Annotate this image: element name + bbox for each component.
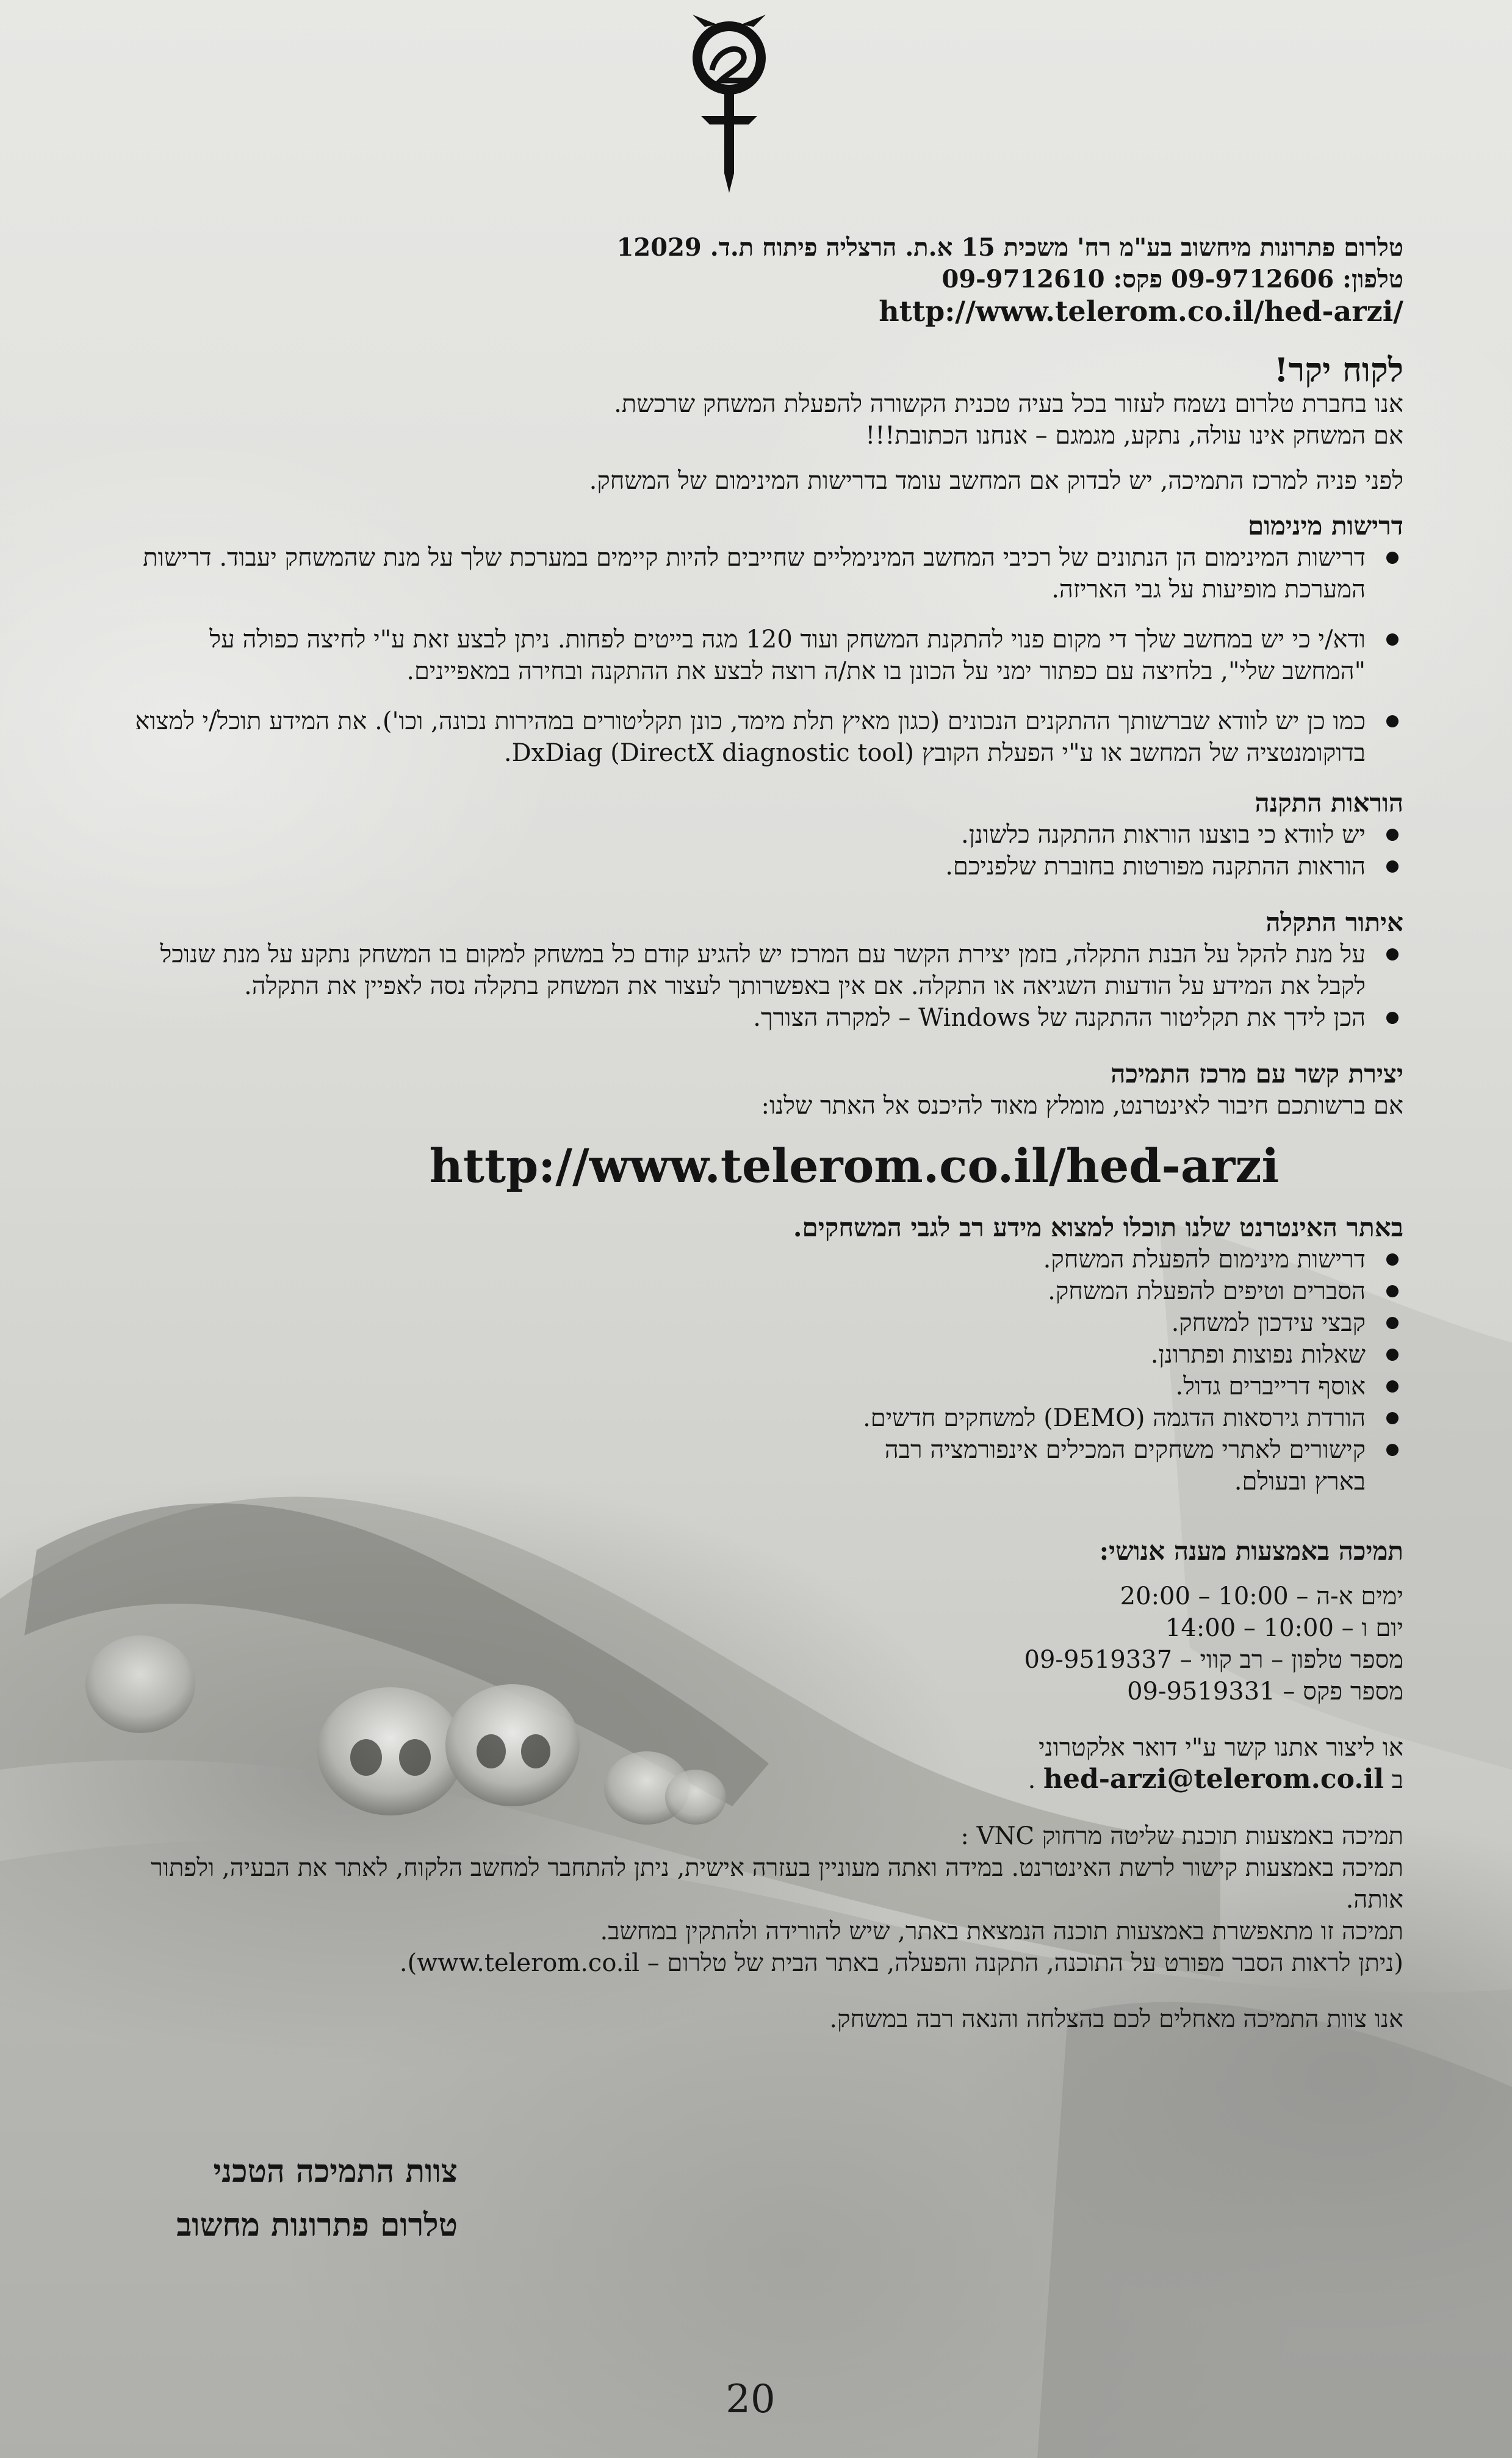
fault-list (122, 939, 1403, 1034)
check-requirements-note: לפני פניה למרכז התמיכה, יש לבדוק אם המחשב עומד בדרישות המינימום של המשחק. (589, 467, 1403, 495)
bullet-icon (1386, 633, 1399, 646)
support-website-link[interactable]: http://www.telerom.co.il/hed-arzi (429, 1139, 1280, 1193)
list-item (122, 1275, 1403, 1307)
company-url-link[interactable]: http://www.telerom.co.il/hed-arzi/ (879, 295, 1403, 328)
list-item-text: יש לוודא כי בוצעו הוראות ההתקנה כלשונן. (961, 821, 1366, 849)
requirements-heading: דרישות מינימום (1248, 511, 1403, 541)
vnc-line-2: תמיכה באמצעות קישור לרשת האינטרנט. במידה ואתה מעוניין בעזרה אישית, ניתן להתחבר למחשב הלקוח, לאתר את הבעיה, ולפתור אותה. (151, 1854, 1403, 1914)
company-address: טלרום פתרונות מיחשוב בע"מ רח' משכית 15 א.ת. הרצליה פיתוח ת.ד. 12029 (616, 233, 1403, 262)
support-phone: מספר טלפון – רב קווי – 09-9519337 (1024, 1646, 1403, 1674)
bullet-icon (1386, 1444, 1399, 1456)
list-item (122, 1002, 1403, 1034)
vnc-line-1: תמיכה באמצעות תוכנת שליטה מרחוק VNC : (960, 1822, 1403, 1850)
list-item (122, 624, 1403, 687)
list-item (122, 939, 1403, 1002)
vnc-support-block (122, 1820, 1403, 1979)
list-item (122, 1371, 1403, 1402)
bullet-icon (1386, 715, 1399, 727)
list-item-text: הורדת גירסאות הדגמה (DEMO) למשחקים חדשים. (863, 1404, 1366, 1432)
list-item (865, 1434, 1403, 1498)
bullet-icon (1386, 948, 1399, 960)
website-info-heading: באתר האינטרנט שלנו תוכלו למצוא מידע רב לגבי המשחקים. (793, 1213, 1403, 1242)
vnc-line-4: (ניתן לראות הסבר מפורט על התוכנה, התקנה והפעלה, באתר הבית של טלרום – www.telerom.co.il). (399, 1949, 1403, 1977)
email-period: . (1028, 1766, 1036, 1794)
list-item-text: דרישות מינימום להפעלת המשחק. (1043, 1245, 1366, 1274)
install-heading: הוראות התקנה (1255, 788, 1403, 818)
list-item-text: ודא/י כי יש במחשב שלך די מקום פנוי להתקנת המשחק ועוד 120 מגה בייטים לפחות. ניתן לבצע זאת ע"י לחיצה כפולה על "המחשב שלי", בלחיצה עם כפתור ימני על הכונן בו את/ה רוצה לבצע את ההתקנה ובחירה במאפיינים. (209, 625, 1366, 685)
email-contact-line (122, 1764, 1403, 1796)
list-item-text: דרישות המינימום הן הנתונים של רכיבי המחשב המינימליים שחייבים להיות קיימים במערכת שלך על מנת שהמשחק יעבוד. דרישות המערכת מופיעות על גבי האריזה. (143, 544, 1366, 604)
list-item-text: הכן לידך את תקליטור ההתקנה של Windows – למקרה הצורך. (753, 1004, 1366, 1032)
list-item-text: הסברים וטיפים להפעלת המשחק. (1048, 1277, 1366, 1305)
support-fax: מספר פקס – 09-9519331 (1127, 1678, 1403, 1706)
closing-wishes: אנו צוות התמיכה מאחלים לכם בהצלחה והנאה רבה במשחק. (829, 2005, 1403, 2033)
list-item (122, 851, 1403, 882)
list-item (122, 1244, 1403, 1275)
list-item-text: על מנת להקל על הבנת התקלה, בזמן יצירת הקשר עם המרכז יש להגיע קודם כל במשחק למקום בו המשחק נתקע על מנת שנוכל לקבל את המידע על הודעות השגיאה או התקלה. אם אין באפשרותך לעצור את המשחק בתקלה נסה לאפיין את התקלה. (160, 940, 1366, 1000)
list-item (122, 819, 1403, 851)
bullet-icon (1386, 1253, 1399, 1266)
list-item-text: כמו כן יש לוודא שברשותך ההתקנים הנכונים (כגון מאיץ תלת מימד, כונן תקליטורים במהירות נכונה, וכו'). את המידע תוכל/י למצוא בדוקומנטציה של המחשב או ע"י הפעלת הקובץ DxDiag (DirectX diagnostic tool). (135, 707, 1366, 767)
support-page-content (122, 232, 1403, 2035)
list-item (122, 1307, 1403, 1339)
bullet-icon (1386, 829, 1399, 841)
bullet-icon (1386, 860, 1399, 873)
support-contact-text: אם ברשותכם חיבור לאינטרנט, מומלץ מאוד להיכנס אל האתר שלנו: (761, 1092, 1403, 1120)
bullet-icon (1386, 1285, 1399, 1297)
company-contact-block (122, 232, 1403, 327)
bullet-icon (1386, 1412, 1399, 1424)
list-item-text: קבצי עידכון למשחק. (1171, 1309, 1366, 1337)
email-contact-text: או ליצור אתנו קשר ע"י דואר אלקטרוני (1039, 1734, 1403, 1762)
greeting-title: לקוח יקר! (1273, 350, 1403, 389)
vnc-line-3: תמיכה זו מתאפשרת באמצעות תוכנה הנמצאת באתר, שיש להורידה ולהתקין במחשב. (600, 1917, 1403, 1945)
human-support-heading: תמיכה באמצעות מענה אנושי: (1099, 1536, 1403, 1566)
bullet-icon (1386, 1012, 1399, 1024)
bullet-icon (1386, 1380, 1399, 1393)
website-info-list (122, 1244, 1403, 1498)
hours-weekdays: ימים א-ה – 10:00 – 20:00 (1120, 1582, 1403, 1610)
bullet-icon (1386, 552, 1399, 564)
list-item (122, 1339, 1403, 1371)
list-item (122, 705, 1403, 769)
hours-friday: יום ו – 10:00 – 14:00 (1165, 1614, 1403, 1642)
greeting-line-2: אם המשחק אינו עולה, נתקע, מגמגם – אנחנו הכתובת!!! (865, 422, 1403, 450)
install-list (122, 819, 1403, 882)
list-item (122, 1402, 1403, 1434)
company-phones: טלפון: 09-9712606 פקס: 09-9712610 (941, 265, 1403, 294)
bullet-icon (1386, 1317, 1399, 1329)
signature-team: צוות התמיכה הטכני (213, 2153, 458, 2190)
signature-company: טלרום פתרונות מחשוב (176, 2207, 458, 2244)
fault-heading: איתור התקלה (1265, 907, 1403, 937)
bullet-icon (1386, 1349, 1399, 1361)
vampire-ankh-logo-icon (680, 12, 778, 195)
list-item-text: הוראות ההתקנה מפורטות בחוברת שלפניכם. (945, 852, 1366, 881)
support-hours (122, 1580, 1403, 1707)
list-item (122, 542, 1403, 605)
support-email-link[interactable]: hed-arzi@telerom.co.il (1043, 1764, 1384, 1795)
signature-block (92, 2145, 458, 2252)
greeting-line-1: אנו בחברת טלרום נשמח לעזור בכל בעיה טכנית הקשורה להפעלת המשחק שרכשת. (614, 390, 1403, 418)
list-item-text: קישורים לאתרי משחקים המכילים אינפורמציה רבה בארץ ובעולם. (884, 1436, 1366, 1496)
list-item-text: אוסף דרייברים גדול. (1175, 1372, 1366, 1400)
list-item-text: שאלות נפוצות ופתרונן. (1150, 1341, 1366, 1369)
support-contact-heading: יצירת קשר עם מרכז התמיכה (1111, 1059, 1403, 1089)
requirements-list (122, 542, 1403, 769)
email-prefix: ב (1391, 1766, 1403, 1794)
page-number: 20 (725, 2377, 776, 2422)
